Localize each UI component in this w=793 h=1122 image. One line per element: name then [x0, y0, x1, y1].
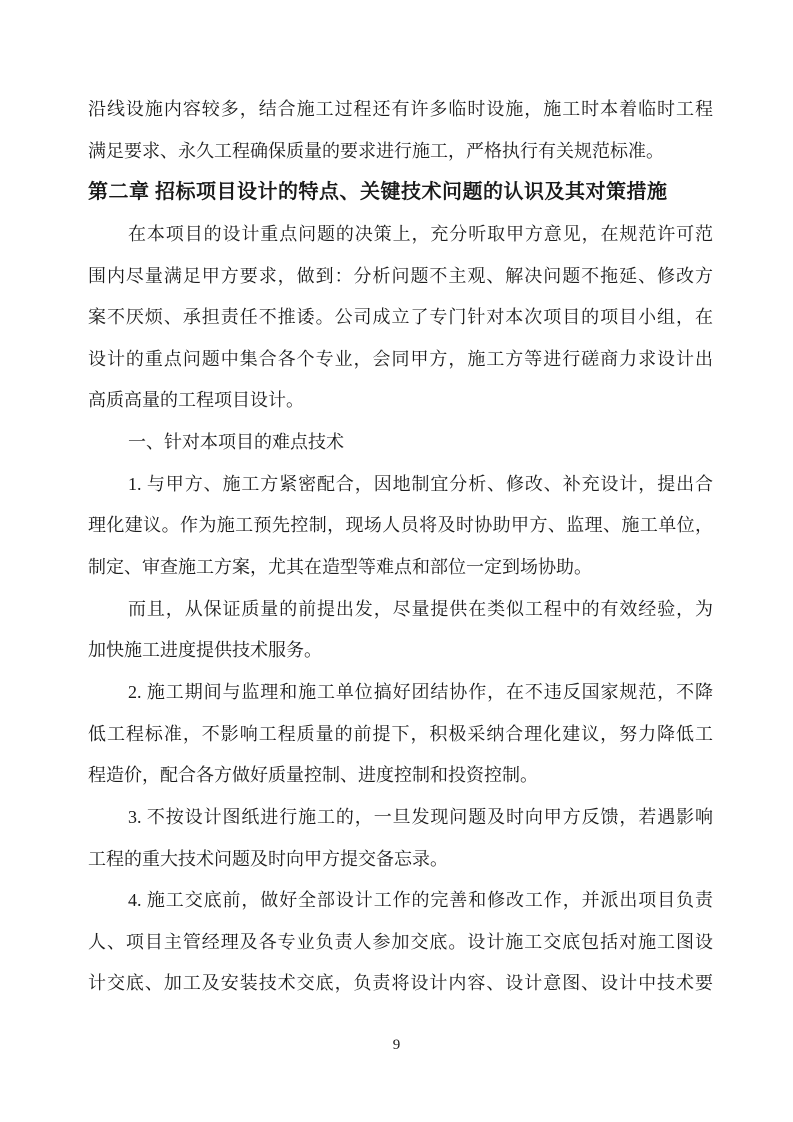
page-content — [88, 89, 713, 1005]
text-line: 在本项目的设计重点问题的决策上，充分听取甲方意见，在规范许可范 — [128, 223, 713, 244]
text-line: 围内尽量满足甲方要求，做到：分析问题不主观、解决问题不拖延、修改方 — [88, 265, 713, 286]
text-line: 案不厌烦、承担责任不推诿。公司成立了专门针对本次项目的项目小组，在 — [88, 307, 713, 328]
text-line: 理化建议。作为施工预先控制，现场人员将及时协助甲方、监理、施工单位， — [88, 515, 713, 536]
text-line: 1. 与甲方、施工方紧密配合，因地制宜分析、修改、补充设计，提出合 — [128, 473, 713, 494]
text-line: 满足要求、永久工程确保质量的要求进行施工，严格执行有关规范标准。 — [88, 140, 664, 161]
text-line: 3. 不按设计图纸进行施工的，一旦发现问题及时向甲方反馈，若遇影响 — [128, 806, 713, 827]
text-line: 2. 施工期间与监理和施工单位搞好团结协作，在不违反国家规范，不降 — [128, 681, 713, 702]
text-line: 工程的重大技术问题及时向甲方提交备忘录。 — [88, 848, 448, 869]
text-line: 沿线设施内容较多，结合施工过程还有许多临时设施，施工时本着临时工程 — [88, 99, 713, 119]
text-line: 4. 施工交底前，做好全部设计工作的完善和修改工作，并派出项目负责 — [128, 890, 713, 911]
text-line: 而且，从保证质量的前提出发，尽量提供在类似工程中的有效经验，为 — [128, 598, 713, 619]
text-line: 设计的重点问题中集合各个专业，会同甲方，施工方等进行磋商力求设计出 — [88, 348, 713, 369]
text-line: 制定、审查施工方案，尤其在造型等难点和部位一定到场协助。 — [88, 557, 592, 578]
section-title: 一、针对本项目的难点技术 — [128, 432, 344, 453]
text-line: 高质高量的工程项目设计。 — [88, 390, 304, 411]
text-line: 计交底、加工及安装技术交底，负责将设计内容、设计意图、设计中技术要 — [88, 973, 713, 994]
page-number: 9 — [392, 1037, 401, 1053]
chapter-heading: 第二章 招标项目设计的特点、关键技术问题的认识及其对策措施 — [88, 181, 668, 204]
text-line: 人、项目主管经理及各专业负责人参加交底。设计施工交底包括对施工图设 — [88, 931, 713, 952]
text-line: 加快施工进度提供技术服务。 — [88, 640, 322, 661]
text-line: 程造价，配合各方做好质量控制、进度控制和投资控制。 — [88, 765, 538, 786]
text-line: 低工程标准，不影响工程质量的前提下，积极采纳合理化建议，努力降低工 — [88, 723, 713, 744]
